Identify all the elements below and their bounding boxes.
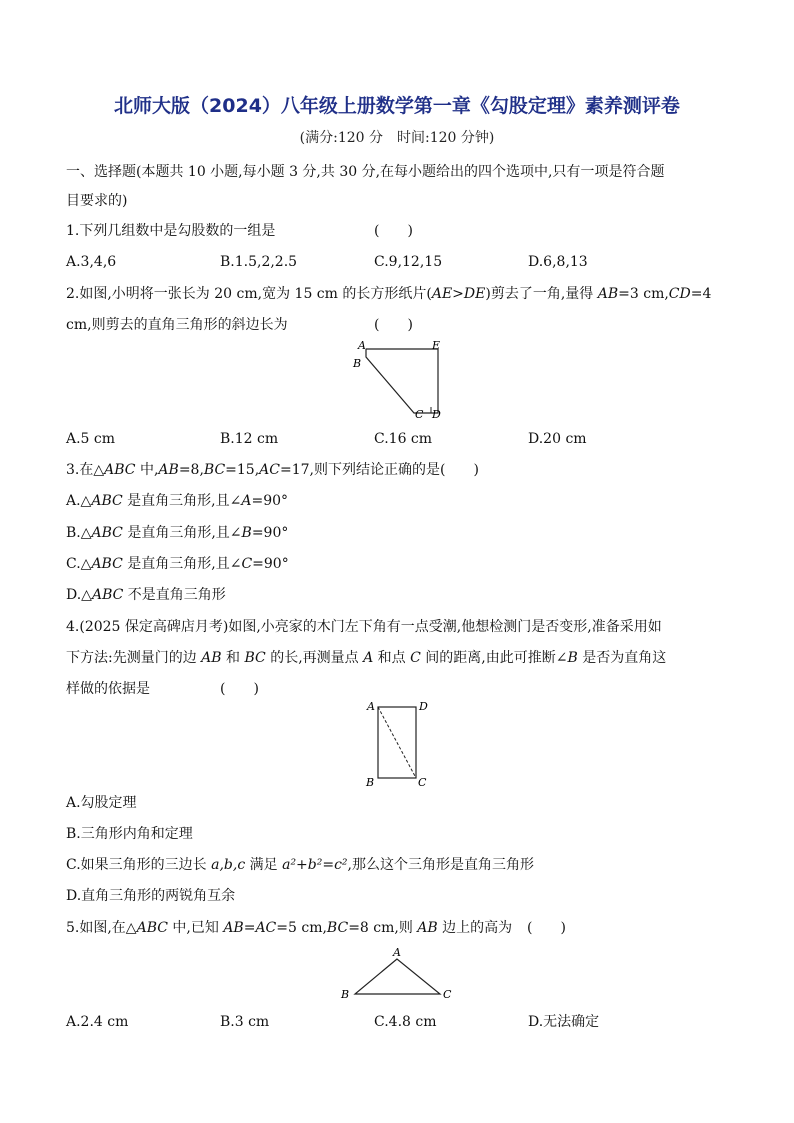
exam-info: (满分:120 分 时间:120 分钟) (299, 130, 495, 146)
q5-label-c: C (443, 988, 452, 1001)
q1-stem: 1.下列几组数中是勾股数的一组是 (66, 223, 276, 239)
q3-option-a: A.△ABC 是直角三角形,且∠A=90° (66, 493, 289, 509)
q3-option-d: D.△ABC 不是直角三角形 (66, 587, 226, 603)
q5-option-d: D.无法确定 (528, 1014, 600, 1030)
q4-answer-blank: ( ) (220, 681, 259, 697)
page-title: 北师大版（2024）八年级上册数学第一章《勾股定理》素养测评卷 (114, 95, 680, 117)
q3-option-c: C.△ABC 是直角三角形,且∠C=90° (66, 556, 289, 572)
q4-option-a: A.勾股定理 (66, 795, 137, 811)
q3-stem: 3.在△ABC 中,AB=8,BC=15,AC=17,则下列结论正确的是( ) (66, 462, 479, 478)
q5-answer-blank: ( ) (527, 920, 566, 936)
q2-label-d: D (432, 408, 441, 421)
q2-label-b: B (353, 357, 362, 370)
q4-label-d: D (419, 700, 428, 713)
q2-option-c: C.16 cm (374, 431, 433, 447)
q2-option-a: A.5 cm (66, 431, 116, 447)
q5-label-a: A (393, 946, 401, 959)
q4-stem-line3: 样做的依据是 (66, 681, 150, 697)
q2-stem-line2: cm,则剪去的直角三角形的斜边长为 (66, 317, 288, 333)
q2-label-c: C (415, 408, 424, 421)
q2-label-e: E (432, 339, 441, 352)
q1-answer-blank: ( ) (374, 223, 413, 239)
q5-option-c: C.4.8 cm (374, 1014, 437, 1030)
q5-option-a: A.2.4 cm (66, 1014, 129, 1030)
q1-option-a: A.3,4,6 (66, 254, 117, 270)
q5-option-b: B.3 cm (220, 1014, 270, 1030)
q2-label-a: A (358, 339, 366, 352)
q1-option-b: B.1.5,2,2.5 (220, 254, 298, 270)
q5-figure-triangle (335, 944, 460, 1004)
q4-option-d: D.直角三角形的两锐角互余 (66, 888, 236, 904)
q2-answer-blank: ( ) (374, 317, 413, 333)
q4-option-b: B.三角形内角和定理 (66, 826, 193, 842)
q2-figure-rectangle-cut (345, 336, 455, 426)
q4-stem-line2: 下方法:先测量门的边 AB 和 BC 的长,再测量点 A 和点 C 间的距离,由此可推断∠B 是否为直角这 (66, 650, 667, 666)
q3-option-b: B.△ABC 是直角三角形,且∠B=90° (66, 525, 289, 541)
q1-option-c: C.9,12,15 (374, 254, 443, 270)
q4-label-a: A (367, 700, 375, 713)
q2-figure-shape (366, 349, 438, 413)
q4-option-c: C.如果三角形的三边长 a,b,c 满足 a²+b²=c²,那么这个三角形是直角三角形 (66, 857, 534, 873)
q4-figure-diagonal (378, 707, 416, 778)
q2-option-b: B.12 cm (220, 431, 279, 447)
section-heading-line1: 一、选择题(本题共 10 小题,每小题 3 分,共 30 分,在每小题给出的四个选项中,只有一项是符合题 (66, 164, 665, 180)
q5-figure-shape (355, 959, 440, 994)
q2-option-d: D.20 cm (528, 431, 587, 447)
q4-label-c: C (418, 776, 427, 789)
q4-stem-line1: 4.(2025 保定高碑店月考)如图,小亮家的木门左下角有一点受潮,他想检测门是否变形,准备采用如 (66, 619, 662, 635)
q4-figure-door (358, 698, 438, 792)
q1-option-d: D.6,8,13 (528, 254, 588, 270)
q2-stem-line1: 2.如图,小明将一张长为 20 cm,宽为 15 cm 的长方形纸片(AE>DE)剪去了一角,量得 AB=3 cm,CD=4 (66, 286, 712, 302)
q5-stem: 5.如图,在△ABC 中,已知 AB=AC=5 cm,BC=8 cm,则 AB 边上的高为 (66, 920, 513, 936)
q4-label-b: B (366, 776, 375, 789)
section-heading-line2: 目要求的) (66, 193, 128, 209)
q5-label-b: B (341, 988, 350, 1001)
